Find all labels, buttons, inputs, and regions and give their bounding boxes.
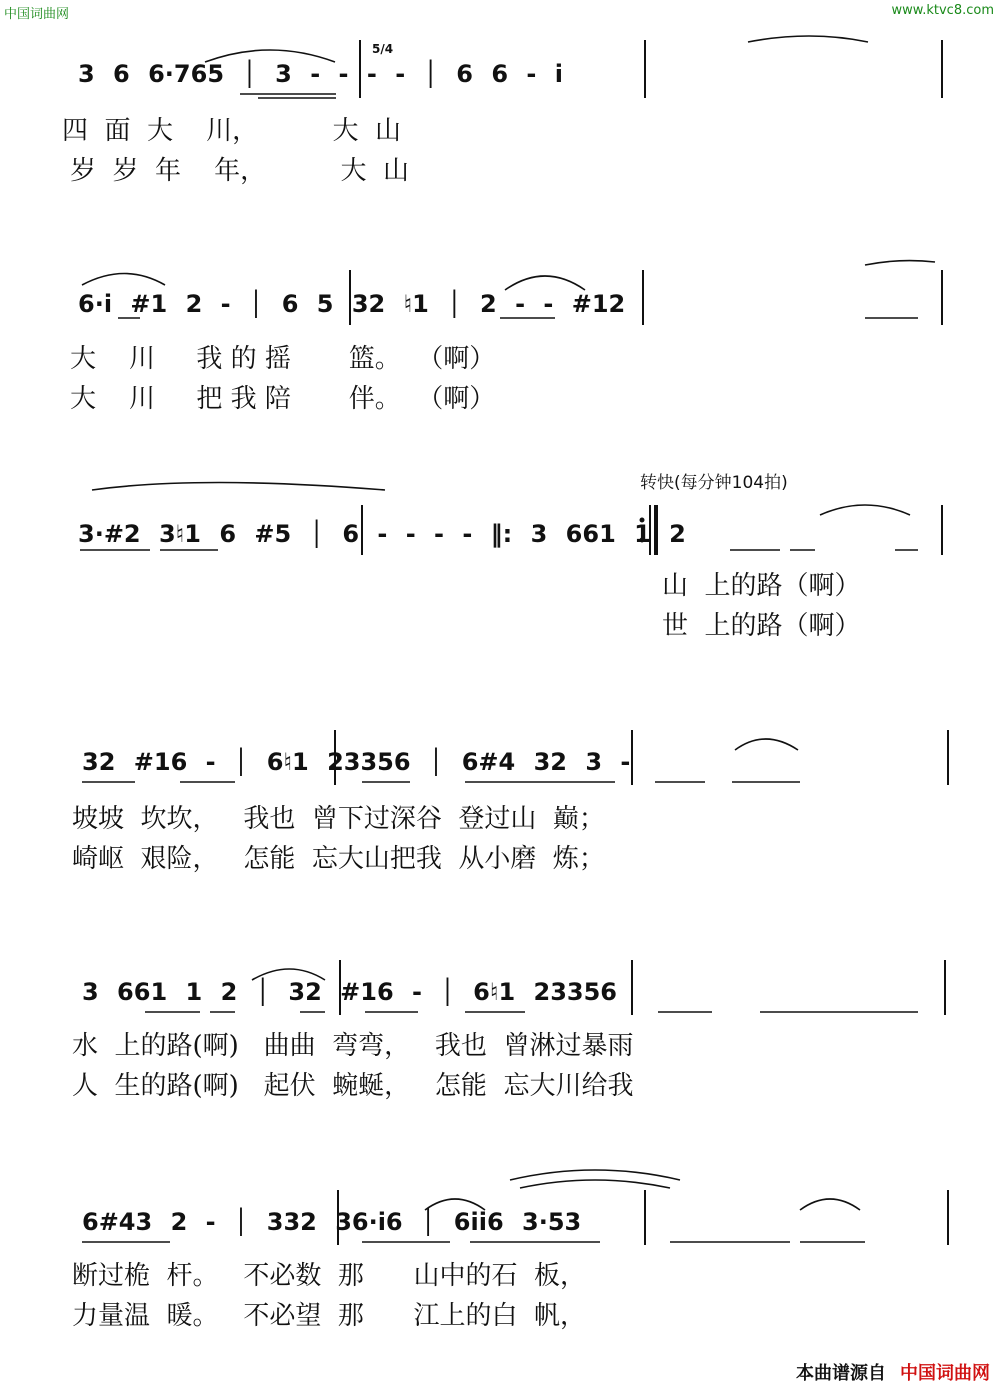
slur [92, 483, 385, 491]
slur [505, 276, 585, 290]
slur [82, 274, 165, 286]
site-url-right[interactable]: www.ktvc8.com [891, 3, 994, 18]
slur [510, 1170, 680, 1180]
lyrics-row-1-verse-2: 岁 岁 年 年， 大 山 [70, 156, 410, 186]
slur [865, 261, 935, 265]
slur [748, 36, 868, 42]
lyrics-row-5-verse-2: 人 生的路(啊) 起伏 蜿蜒， 怎能 忘大川给我 [72, 1071, 634, 1101]
lyrics-row-3-verse-1: 山 上的路（啊） [662, 571, 861, 601]
notation-row-6: 6#43 2 - │ 332 36·i6 │ 6ii6 3·53 [82, 1208, 582, 1236]
lyrics-row-3-verse-2: 世 上的路（啊） [662, 611, 861, 641]
lyrics-row-2-verse-2: 大 川 把 我 陪 伴。 （啊） [70, 384, 496, 414]
lyrics-row-4-verse-2: 崎岖 艰险， 怎能 忘大山把我 从小磨 炼； [72, 844, 605, 874]
site-logo-left[interactable]: 中国词曲网 [4, 7, 70, 22]
slur [800, 1199, 860, 1210]
lyrics-row-1-verse-1: 四 面 大 川， 大 山 [62, 116, 402, 146]
lyrics-row-4-verse-1: 坡坡 坎坎， 我也 曾下过深谷 登过山 巅； [72, 804, 605, 834]
notation-row-1: 3 6 6·765 │ 3 - - - - │ 6 6 - i [78, 60, 563, 88]
lyrics-row-6-verse-2: 力量温 暖。 不必望 那 江上的白 帆， [72, 1301, 586, 1331]
footer-source-text: 本曲谱源自 [796, 1363, 886, 1384]
footer-site-link[interactable]: 中国词曲网 [900, 1363, 990, 1384]
notation-row-3: 3·#2 3♮1 6 #5 │ 6 - - - - ‖: 3 661 1 2 [78, 520, 686, 548]
lyrics-row-5-verse-1: 水 上的路(啊) 曲曲 弯弯， 我也 曾淋过暴雨 [72, 1031, 634, 1061]
tempo-marking: 转快(每分钟104拍) [640, 473, 788, 493]
notation-row-2: 6·i #1 2 - │ 6 5 32 ♮1 │ 2 - - #12 [78, 290, 626, 318]
slur [820, 505, 910, 515]
footer-credit [796, 1359, 990, 1385]
notation-row-4: 32 #16 - │ 6♮1 23356 │ 6#4 32 3 - [82, 748, 631, 776]
slur [735, 739, 798, 750]
time-signature: 5/4 [372, 42, 394, 56]
slur [520, 1180, 670, 1188]
lyrics-row-2-verse-1: 大 川 我 的 摇 篮。 （啊） [70, 344, 496, 374]
lyrics-row-6-verse-1: 断过桅 杆。 不必数 那 山中的石 板， [72, 1261, 586, 1291]
notation-row-5: 3 661 1 2 │ 32 #16 - │ 6♮1 23356 [82, 978, 617, 1006]
